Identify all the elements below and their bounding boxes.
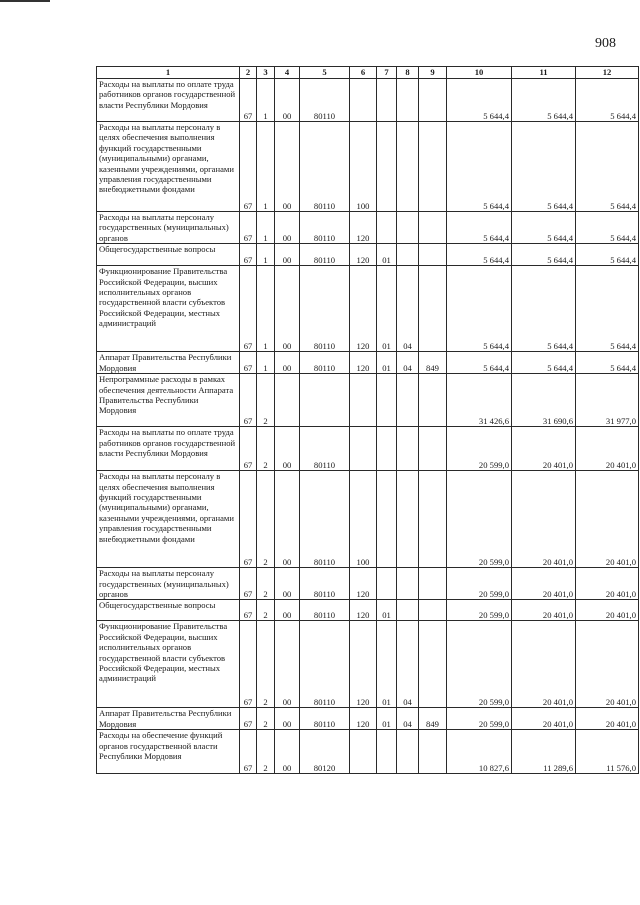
code-subsection: 04: [397, 266, 419, 352]
table-row: [97, 212, 639, 244]
page-number: 908: [595, 36, 616, 51]
code-program: 2: [257, 621, 275, 708]
code-program: 2: [257, 730, 275, 774]
table-row: [97, 568, 639, 600]
code-expense-type: 120: [350, 621, 377, 708]
amount-col-10: 10 827,6: [447, 730, 512, 774]
table-row: [97, 621, 639, 708]
table-row: [97, 730, 639, 774]
amount-col-11: 20 401,0: [512, 568, 576, 600]
code-kosgu: [419, 621, 447, 708]
code-subprogram: 00: [275, 266, 300, 352]
table-row: [97, 79, 639, 122]
row-description: Функционирование Правительства Российской Федерации, высших исполнительных органов государственной власти субъектов Российской Федерации, местных администраций: [97, 621, 240, 708]
code-section: [377, 471, 397, 568]
amount-col-11: 20 401,0: [512, 427, 576, 471]
code-section: [377, 122, 397, 212]
column-header: 1: [97, 67, 240, 79]
code-program: 1: [257, 352, 275, 374]
amount-col-11: 5 644,4: [512, 79, 576, 122]
code-kosgu: [419, 568, 447, 600]
code-subprogram: 00: [275, 212, 300, 244]
code-section: [377, 568, 397, 600]
code-subprogram: 00: [275, 122, 300, 212]
code-expense-type: 120: [350, 244, 377, 266]
code-expense-type: [350, 79, 377, 122]
amount-col-11: 5 644,4: [512, 212, 576, 244]
amount-col-12: 5 644,4: [576, 244, 639, 266]
code-program: 2: [257, 568, 275, 600]
row-description: Непрограммные расходы в рамках обеспечения деятельности Аппарата Правительства Республики Мордовия: [97, 374, 240, 427]
code-program: 2: [257, 708, 275, 730]
code-expense-type: [350, 427, 377, 471]
code-direction: 80110: [300, 427, 350, 471]
row-description: Общегосударственные вопросы: [97, 244, 240, 266]
code-program: 1: [257, 266, 275, 352]
column-header: 12: [576, 67, 639, 79]
code-ministry: 67: [240, 122, 257, 212]
code-subprogram: 00: [275, 621, 300, 708]
code-expense-type: 100: [350, 122, 377, 212]
code-expense-type: 100: [350, 471, 377, 568]
code-subsection: [397, 568, 419, 600]
code-ministry: 67: [240, 471, 257, 568]
table-row: [97, 708, 639, 730]
code-kosgu: [419, 600, 447, 621]
code-section: 01: [377, 600, 397, 621]
code-direction: 80110: [300, 568, 350, 600]
code-ministry: 67: [240, 374, 257, 427]
code-direction: 80110: [300, 600, 350, 621]
code-subprogram: 00: [275, 730, 300, 774]
row-description: Аппарат Правительства Республики Мордовия: [97, 708, 240, 730]
row-description: Расходы на обеспечение функций органов государственной власти Республики Мордовия: [97, 730, 240, 774]
amount-col-10: 5 644,4: [447, 212, 512, 244]
amount-col-12: 20 401,0: [576, 708, 639, 730]
column-header: 6: [350, 67, 377, 79]
code-subprogram: 00: [275, 568, 300, 600]
code-kosgu: 849: [419, 708, 447, 730]
amount-col-11: 20 401,0: [512, 600, 576, 621]
code-ministry: 67: [240, 600, 257, 621]
amount-col-10: 5 644,4: [447, 244, 512, 266]
budget-table: [96, 66, 639, 774]
table-body: [97, 79, 639, 774]
row-description: Функционирование Правительства Российской Федерации, высших исполнительных органов государственной власти субъектов Российской Федерации, местных администраций: [97, 266, 240, 352]
code-expense-type: 120: [350, 600, 377, 621]
code-direction: 80110: [300, 79, 350, 122]
code-section: [377, 374, 397, 427]
code-direction: 80110: [300, 471, 350, 568]
code-expense-type: 120: [350, 708, 377, 730]
amount-col-10: 20 599,0: [447, 600, 512, 621]
code-subsection: [397, 244, 419, 266]
code-kosgu: [419, 730, 447, 774]
code-program: 2: [257, 374, 275, 427]
code-ministry: 67: [240, 427, 257, 471]
code-ministry: 67: [240, 352, 257, 374]
column-header: 4: [275, 67, 300, 79]
code-kosgu: [419, 212, 447, 244]
column-header: 8: [397, 67, 419, 79]
code-expense-type: [350, 374, 377, 427]
amount-col-12: 5 644,4: [576, 79, 639, 122]
code-ministry: 67: [240, 708, 257, 730]
amount-col-10: 5 644,4: [447, 79, 512, 122]
code-ministry: 67: [240, 79, 257, 122]
code-expense-type: 120: [350, 266, 377, 352]
amount-col-11: 5 644,4: [512, 266, 576, 352]
code-section: 01: [377, 708, 397, 730]
scan-edge-mark: [0, 0, 50, 2]
code-program: 1: [257, 122, 275, 212]
amount-col-11: 31 690,6: [512, 374, 576, 427]
code-subsection: [397, 122, 419, 212]
table-row: [97, 471, 639, 568]
amount-col-10: 5 644,4: [447, 352, 512, 374]
code-expense-type: [350, 730, 377, 774]
code-subprogram: 00: [275, 244, 300, 266]
code-kosgu: [419, 427, 447, 471]
code-section: [377, 212, 397, 244]
amount-col-12: 20 401,0: [576, 427, 639, 471]
amount-col-10: 20 599,0: [447, 708, 512, 730]
column-header: 2: [240, 67, 257, 79]
row-description: Расходы на выплаты по оплате труда работников органов государственной власти Республики Мордовия: [97, 79, 240, 122]
code-program: 1: [257, 244, 275, 266]
code-kosgu: [419, 471, 447, 568]
code-subsection: 04: [397, 352, 419, 374]
code-section: 01: [377, 266, 397, 352]
code-ministry: 67: [240, 212, 257, 244]
amount-col-11: 5 644,4: [512, 244, 576, 266]
code-direction: 80110: [300, 621, 350, 708]
code-subprogram: 00: [275, 352, 300, 374]
amount-col-11: 5 644,4: [512, 352, 576, 374]
column-header: 10: [447, 67, 512, 79]
amount-col-12: 20 401,0: [576, 600, 639, 621]
table-row: [97, 266, 639, 352]
code-program: 1: [257, 212, 275, 244]
code-expense-type: 120: [350, 212, 377, 244]
amount-col-12: 5 644,4: [576, 352, 639, 374]
amount-col-10: 5 644,4: [447, 266, 512, 352]
table-row: [97, 244, 639, 266]
code-subsection: 04: [397, 708, 419, 730]
column-header: 9: [419, 67, 447, 79]
amount-col-10: 20 599,0: [447, 568, 512, 600]
table-row: [97, 374, 639, 427]
code-ministry: 67: [240, 730, 257, 774]
code-subsection: [397, 212, 419, 244]
code-section: 01: [377, 621, 397, 708]
code-ministry: 67: [240, 244, 257, 266]
code-direction: 80110: [300, 244, 350, 266]
row-description: Расходы на выплаты по оплате труда работников органов государственной власти Республики Мордовия: [97, 427, 240, 471]
amount-col-10: 20 599,0: [447, 471, 512, 568]
amount-col-12: 5 644,4: [576, 266, 639, 352]
code-subsection: [397, 600, 419, 621]
amount-col-12: 31 977,0: [576, 374, 639, 427]
amount-col-11: 20 401,0: [512, 621, 576, 708]
code-ministry: 67: [240, 568, 257, 600]
code-program: 2: [257, 471, 275, 568]
table-row: [97, 122, 639, 212]
row-description: Общегосударственные вопросы: [97, 600, 240, 621]
code-subsection: [397, 730, 419, 774]
column-header-row: [97, 67, 639, 79]
code-section: [377, 79, 397, 122]
code-direction: 80110: [300, 122, 350, 212]
code-subsection: [397, 374, 419, 427]
code-subsection: 04: [397, 621, 419, 708]
code-direction: 80120: [300, 730, 350, 774]
amount-col-11: 5 644,4: [512, 122, 576, 212]
code-subprogram: 00: [275, 471, 300, 568]
row-description: Расходы на выплаты персоналу государственных (муниципальных) органов: [97, 212, 240, 244]
code-subprogram: 00: [275, 79, 300, 122]
code-program: 2: [257, 600, 275, 621]
code-ministry: 67: [240, 621, 257, 708]
code-direction: 80110: [300, 212, 350, 244]
code-subsection: [397, 427, 419, 471]
code-ministry: 67: [240, 266, 257, 352]
code-subprogram: 00: [275, 427, 300, 471]
code-kosgu: [419, 79, 447, 122]
row-description: Аппарат Правительства Республики Мордовия: [97, 352, 240, 374]
amount-col-12: 20 401,0: [576, 621, 639, 708]
amount-col-10: 5 644,4: [447, 122, 512, 212]
amount-col-12: 5 644,4: [576, 122, 639, 212]
code-direction: 80110: [300, 708, 350, 730]
row-description: Расходы на выплаты персоналу государственных (муниципальных) органов: [97, 568, 240, 600]
code-kosgu: 849: [419, 352, 447, 374]
amount-col-11: 20 401,0: [512, 708, 576, 730]
code-subsection: [397, 471, 419, 568]
code-direction: 80110: [300, 352, 350, 374]
row-description: Расходы на выплаты персоналу в целях обеспечения выполнения функций государственными (муниципальными) органами, казенными учреждениями, органами управления государственными внебюджетными фондами: [97, 471, 240, 568]
row-description: Расходы на выплаты персоналу в целях обеспечения выполнения функций государственными (муниципальными) органами, казенными учреждениями, органами управления государственными внебюджетными фондами: [97, 122, 240, 212]
code-kosgu: [419, 374, 447, 427]
amount-col-10: 20 599,0: [447, 427, 512, 471]
table-row: [97, 600, 639, 621]
code-kosgu: [419, 266, 447, 352]
amount-col-12: 5 644,4: [576, 212, 639, 244]
code-section: 01: [377, 244, 397, 266]
code-program: 2: [257, 427, 275, 471]
code-section: 01: [377, 352, 397, 374]
code-kosgu: [419, 244, 447, 266]
column-header: 3: [257, 67, 275, 79]
code-program: 1: [257, 79, 275, 122]
column-header: 5: [300, 67, 350, 79]
code-subprogram: 00: [275, 600, 300, 621]
code-kosgu: [419, 122, 447, 212]
code-direction: [300, 374, 350, 427]
code-section: [377, 730, 397, 774]
code-subprogram: 00: [275, 708, 300, 730]
amount-col-10: 31 426,6: [447, 374, 512, 427]
amount-col-12: 11 576,0: [576, 730, 639, 774]
column-header: 11: [512, 67, 576, 79]
amount-col-11: 11 289,6: [512, 730, 576, 774]
code-subprogram: [275, 374, 300, 427]
code-subsection: [397, 79, 419, 122]
amount-col-11: 20 401,0: [512, 471, 576, 568]
code-expense-type: 120: [350, 568, 377, 600]
amount-col-10: 20 599,0: [447, 621, 512, 708]
column-header: 7: [377, 67, 397, 79]
code-expense-type: 120: [350, 352, 377, 374]
table-row: [97, 352, 639, 374]
amount-col-12: 20 401,0: [576, 471, 639, 568]
code-section: [377, 427, 397, 471]
code-direction: 80110: [300, 266, 350, 352]
amount-col-12: 20 401,0: [576, 568, 639, 600]
table-row: [97, 427, 639, 471]
